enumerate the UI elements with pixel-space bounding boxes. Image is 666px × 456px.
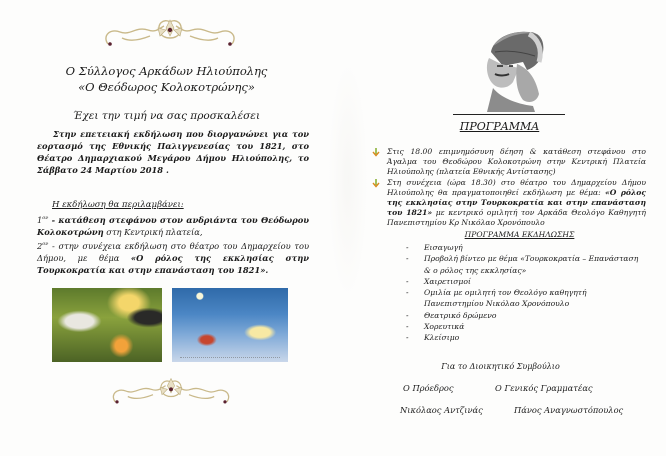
program-bullets (371, 147, 646, 229)
painting-revolution-campfire (52, 288, 162, 362)
invitation-honor-line: Έχει την τιμή να σας προσκαλέσει (72, 110, 261, 122)
event-program-item: - Εισαγωγή (406, 243, 463, 252)
organization-name: Ο Σύλλογος Αρκάδων Ηλιούπολης (65, 64, 268, 78)
event-program-list (406, 242, 646, 344)
includes-item-1: $1^{o\nu}$ - κατάθεση στεφάνου στον ανδριάντα του Θεόδωρου Κολοκοτρώνη στη Κεντρική πλατεία, (37, 214, 309, 237)
arrow-down-icon (371, 147, 381, 157)
secretary-role: Ο Γενικός Γραμματέας (495, 383, 593, 393)
painting-caption (180, 357, 280, 360)
president-name: Νικόλαος Αντζινάς (400, 405, 483, 415)
event-program-item: - Ομιλία με ομιλητή τον Θεολόγο καθηγητή Πανεπιστημίου Νικόλαο Χρονόπουλο (406, 288, 587, 309)
includes-list (37, 212, 309, 276)
event-program-item: - Θεατρικό δρώμενο (406, 310, 497, 320)
includes-heading: Η εκδήλωση θα περιλαμβάνει: (52, 200, 184, 210)
event-program-item: - Κλείσιμο (406, 333, 460, 343)
event-program-item: - Προβολή βίντεο με θέμα «Τουρκοκρατία – Επανάσταση & ο ρόλος της εκκλησίας» (406, 254, 639, 275)
includes-item-2: $2^{o\nu}$ - στην συνέχεια εκδήλωση στο θέατρο του Δημαρχείου του Δήμου, με θέμα «Ο ρόλος της εκκλησίας στην Τουρκοκρατία και στην επανάσταση του 1821». (37, 240, 309, 275)
event-program-heading: ΠΡΟΓΡΑΜΜΑ ΕΚΔΗΛΩΣΗΣ (464, 230, 575, 239)
secretary-name: Πάνος Αναγνωστόπουλος (514, 405, 624, 415)
arrow-down-icon (371, 178, 381, 188)
board-signature-line: Για το Διοικητικό Συμβούλιο (441, 362, 560, 371)
program-title: ΠΡΟΓΡΑΜΜΑ (459, 120, 540, 133)
event-program-item: - Χορευτικά (406, 322, 465, 332)
invitation-intro-paragraph (37, 128, 309, 176)
floral-ornament-top-icon (100, 16, 240, 50)
title-divider (453, 114, 565, 115)
program-bullet-1: Στις 18.00 επιμνημόσυνη δέηση & κατάθεση στεφάνου στο Άγαλμα του Θεοδώρου Κολοκοτρώνη στην Κεντρική Πλατεία Ηλιούπολης (πλατεία Εθνικής Αντίστασης) (371, 147, 646, 178)
painting-church-night (172, 288, 288, 362)
invitation-right-page (333, 0, 666, 456)
organization-subtitle: «Ο Θεόδωρος Κολοκοτρώνης» (78, 80, 255, 94)
floral-ornament-bottom-icon (108, 374, 234, 410)
intro-text: Στην επετειακή εκδήλωση που διοργανώνει για τον εορτασμό της Εθνικής Παλιγγενεσίας του 1821, στο Θέατρο Δημαρχιακού Μεγάρου Δήμου Ηλιούπολης, το Σάββατο 24 Μαρτίου 2018 . (37, 129, 309, 175)
president-role: Ο Πρόεδρος (403, 383, 454, 393)
kolokotronis-portrait-icon (473, 22, 555, 112)
program-bullet-2: Στη συνέχεια (ώρα 18.30) στο θέατρο του Δημαρχείου Δήμου Ηλιούπολης θα πραγματοποιηθεί εκδήλωση με θέμα: «Ο ρόλος της εκκλησίας στην Τουρκοκρατία και στην επανάσταση του 1821» με κεντρικό ομιλητή τον Αρκάδα Θεολόγο Καθηγητή Πανεπιστημίου Κρ Νικόλαο Χρονόπουλο (371, 178, 646, 229)
event-program-item: - Χαιρετισμοί (406, 276, 471, 286)
